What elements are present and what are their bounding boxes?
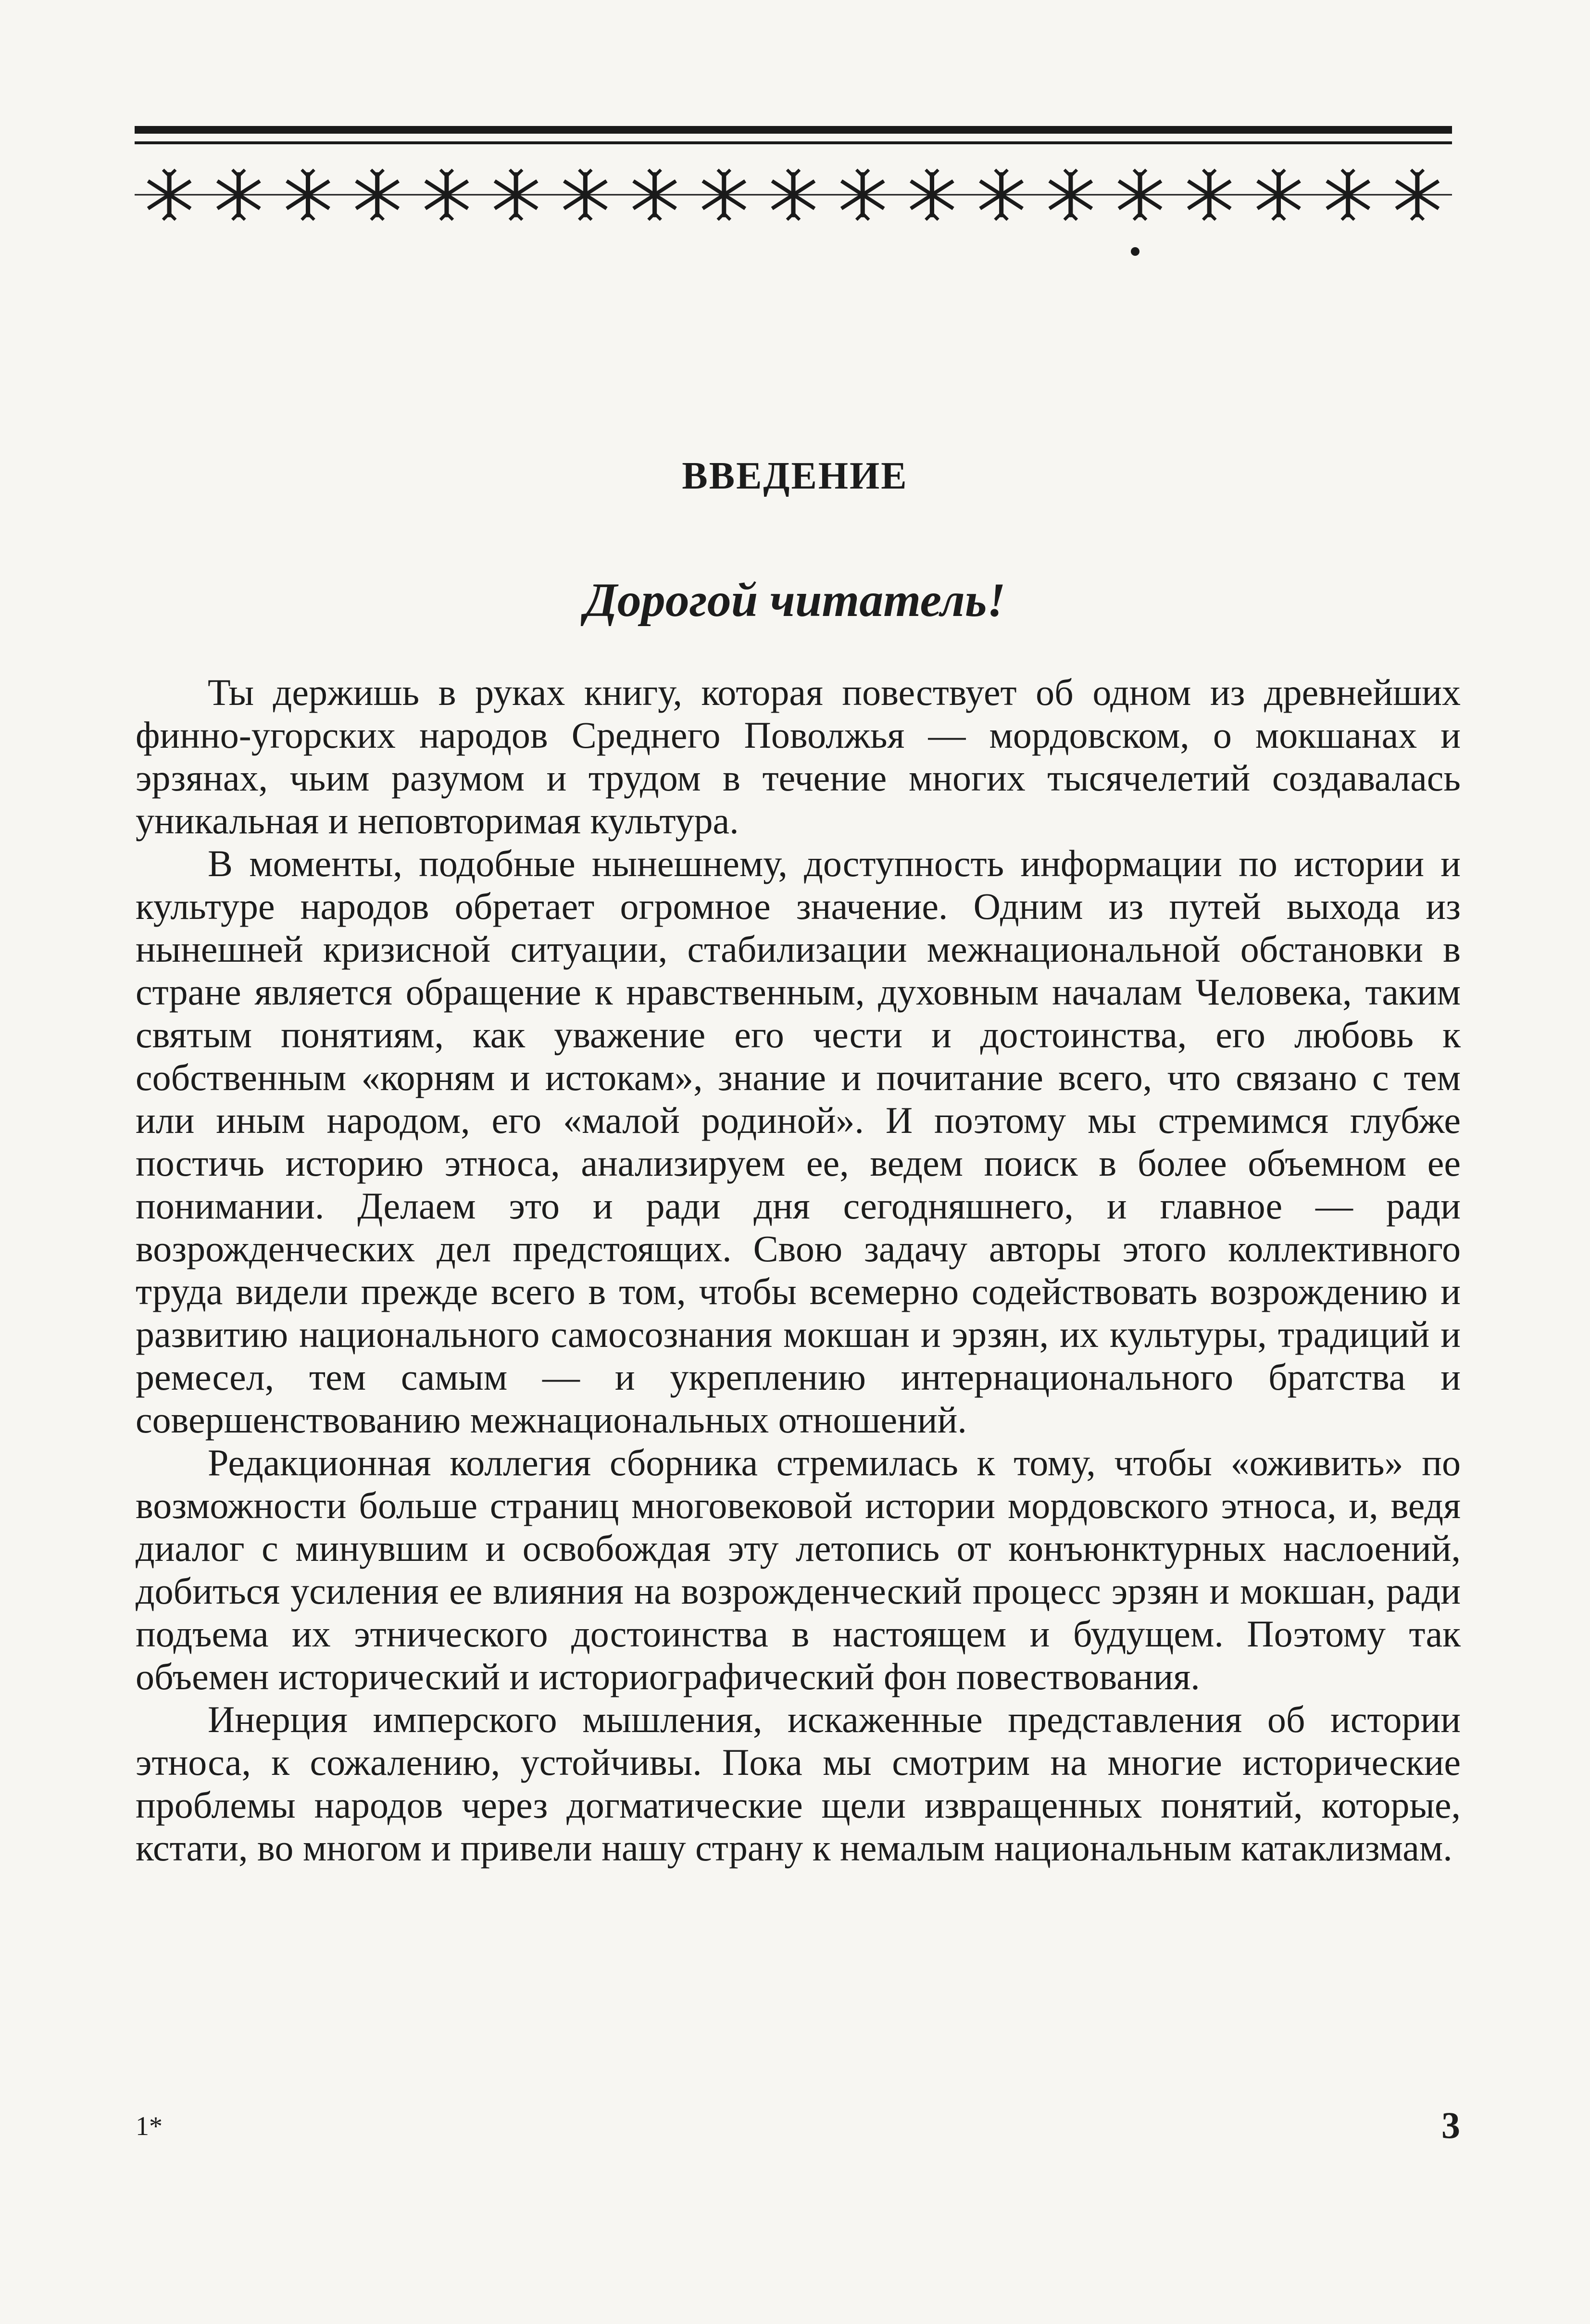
page-number: 3 <box>1441 2104 1460 2146</box>
paragraph: Инерция имперского мышления, искаженные представления об истории этноса, к сожалению, устойчивы. Пока мы смотрим на многие исторические проблемы народов через догматические щели извращенных понятий, которые, кстати, во многом и привели нашу страну к немалым национальным катаклизмам. <box>136 1698 1461 1869</box>
paragraph: Ты держишь в руках книгу, которая повествует об одном из древнейших финно-угорских народов Среднего Поволжья — мордовском, о мокшанах и эрзянах, чьим разумом и трудом в течение многих тысячелетий создавалась уникальная и неповторимая культура. <box>136 671 1461 842</box>
body-text <box>136 671 1461 1869</box>
header-rule-thick <box>135 126 1452 134</box>
salutation: Дорогой читатель! <box>584 573 1006 627</box>
snowflake-ornament-band <box>135 161 1452 228</box>
chapter-title: ВВЕДЕНИЕ <box>682 455 908 497</box>
paragraph: В моменты, подобные нынешнему, доступность информации по истории и культуре народов обретает огромное значение. Одним из путей выхода из нынешней кризисной ситуации, стабилизации межнациональной обстановки в стране является обращение к нравственным, духовным началам Человека, таким святым понятиям, как уважение его чести и достоинства, его любовь к собственным «корням и истокам», знание и почитание всего, что связано с тем или иным народом, его «малой родиной». И поэтому мы стремимся глубже постичь историю этноса, анализируем ее, ведем поиск в более объемном ее понимании. Делаем это и ради дня сегодняшнего, и главное — ради возрожденческих дел предстоящих. Свою задачу авторы этого коллективного труда видели прежде всего в том, чтобы всемерно содействовать возрождению и развитию национального самосознания мокшан и эрзян, их культуры, традиций и ремесел, тем самым — и укреплению интернационального братства и совершенствованию межнациональных отношений. <box>136 842 1461 1441</box>
header-rule-thin <box>135 141 1452 144</box>
ornament-dot <box>1131 247 1139 256</box>
printer-signature-mark: 1* <box>136 2111 163 2141</box>
paragraph: Редакционная коллегия сборника стремилась к тому, чтобы «оживить» по возможности больше страниц многовековой истории мордовского этноса, и, ведя диалог с минувшим и освобождая эту летопись от конъюнктурных наслоений, добиться усиления ее влияния на возрожденческий процесс эрзян и мокшан, ради подъема их этнического достоинства в настоящем и будущем. Поэтому так объемен исторический и историографический фон повествования. <box>136 1442 1461 1697</box>
